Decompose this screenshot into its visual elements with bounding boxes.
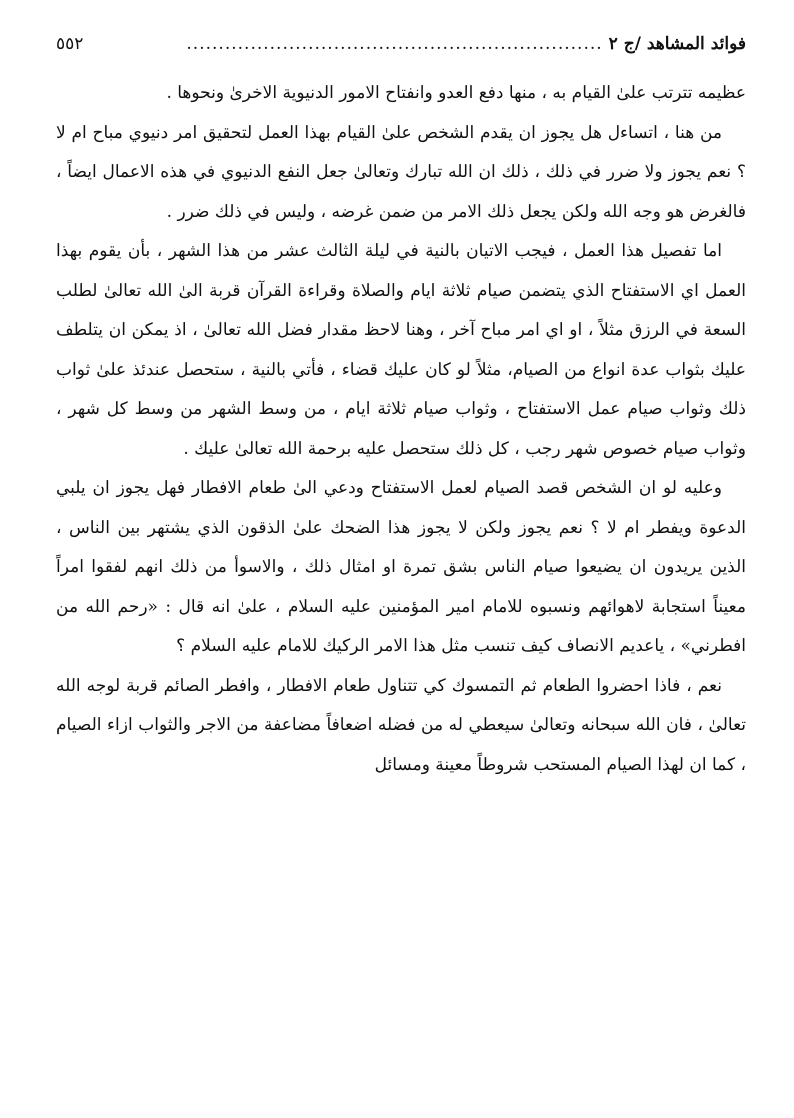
paragraph-2: من هنا ، اتساءل هل يجوز ان يقدم الشخص علىٰ القيام بهذا العمل لتحقيق امر دنيوي مباح ام لا ؟ نعم يجوز ولا ضرر في ذلك ، ذلك ان الله تبارك وتعالىٰ جعل النفع الدنيوي في هذه الاعمال ايضاً ، فالغرض هو وجه الله ولكن يجعل ذلك الامر من ضمن غرضه ، وليس في ذلك ضرر . xyxy=(56,122,746,222)
body-text xyxy=(56,74,746,785)
running-head-title: فوائد المشاهد /ج ٢ xyxy=(608,34,746,54)
document-page xyxy=(56,26,746,785)
header-leader-dots: ................................................................. xyxy=(186,34,603,54)
paragraph-3: اما تفصيل هذا العمل ، فيجب الاتيان بالنية في ليلة الثالث عشر من هذا الشهر ، بأن يقوم بهذا العمل اي الاستفتاح الذي يتضمن صيام ثلاثة ايام والصلاة وقراءة القرآن قربة الىٰ الله تعالىٰ لطلب السعة في الرزق مثلاً ، او اي امر مباح آخر ، وهنا لاحظ مقدار فضل الله تعالىٰ ، اذ يمكن ان يتلطف عليك بثواب عدة انواع من الصيام، مثلاً لو كان عليك قضاء ، فأتي بالنية ، ستحصل عندئذ علىٰ ثواب ذلك وثواب صيام عمل الاستفتاح ، وثواب صيام ثلاثة ايام ، من وسط الشهر من وسط كل شهر ، وثواب صيام خصوص شهر رجب ، كل ذلك ستحصل عليه برحمة الله تعالىٰ عليك . xyxy=(56,241,746,459)
page-header xyxy=(56,26,746,62)
page-number: ٥٥٢ xyxy=(56,34,84,54)
paragraph-4: وعليه لو ان الشخص قصد الصيام لعمل الاستفتاح ودعي الىٰ طعام الافطار فهل يجوز ان يلبي الدعوة ويفطر ام لا ؟ نعم يجوز ولكن لا يجوز هذا الضحك علىٰ الذقون الذي يشتهر بين الناس ، الذين يريدون ان يضيعوا صيام الناس بشق تمرة او امثال ذلك ، والاسوأ من ذلك انهم لفقوا امراً معيناً استجابة لاهوائهم ونسبوه للامام امير المؤمنين عليه السلام ، علىٰ انه قال : «رحم الله من افطرني» ، ياعديم الانصاف كيف تنسب مثل هذا الامر الركيك للامام عليه السلام ؟ xyxy=(56,478,746,656)
paragraph-1: عظيمه تترتب علىٰ القيام به ، منها دفع العدو وانفتاح الامور الدنيوية الاخرىٰ ونحوها . xyxy=(166,83,746,103)
paragraph-5: نعم ، فاذا احضروا الطعام ثم التمسوك كي تتناول طعام الافطار ، وافطر الصائم قربة لوجه الله تعالىٰ ، فان الله سبحانه وتعالىٰ سيعطي له من فضله اضعافاً مضاعفة من الاجر والثواب ازاء الصيام ، كما ان لهذا الصيام المستحب شروطاً معينة ومسائل xyxy=(56,675,746,775)
